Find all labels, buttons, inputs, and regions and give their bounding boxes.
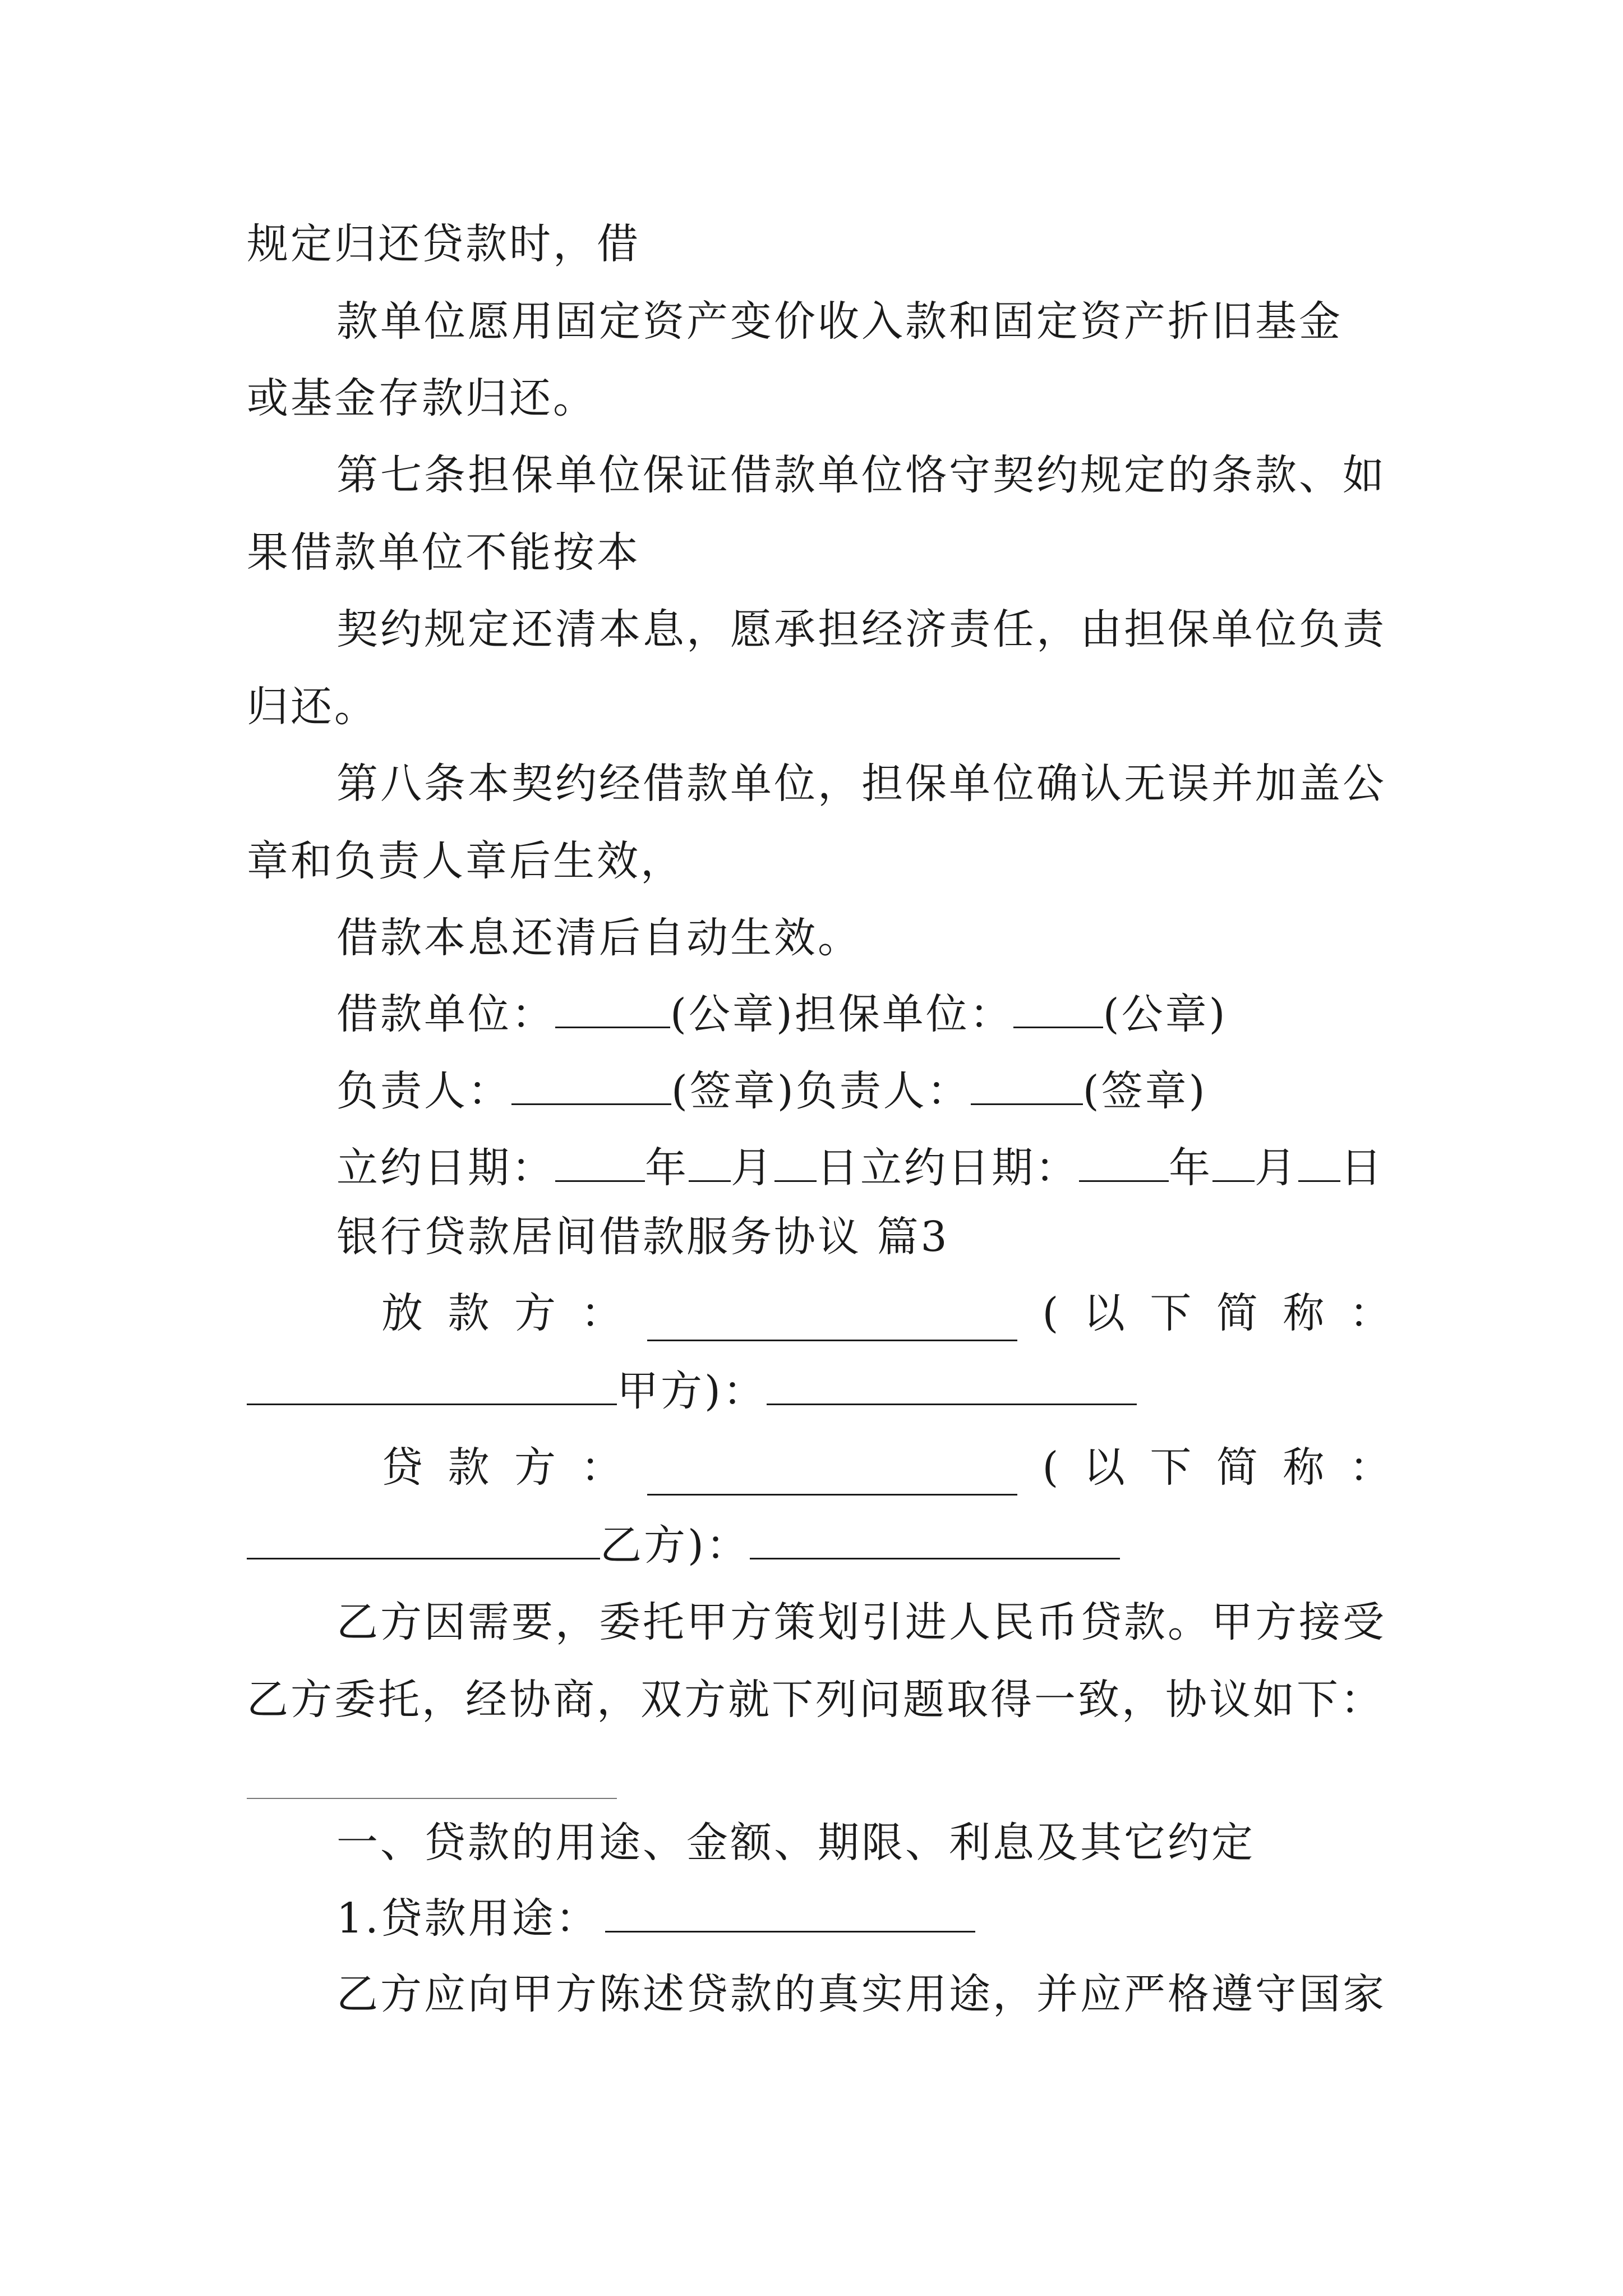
borrower-char: 方 bbox=[514, 1443, 556, 1492]
abbr-char: 下 bbox=[1150, 1289, 1192, 1337]
borrower-abbr-blank bbox=[247, 1517, 600, 1559]
date-label: 日立约日期： bbox=[817, 1144, 1079, 1192]
paragraph-line: 规定归还贷款时，借 bbox=[247, 220, 640, 268]
day-label: 日 bbox=[1340, 1144, 1384, 1192]
paragraph-line: 契约规定还清本息，愿承担经济责任，由担保单位负责 bbox=[336, 605, 1386, 654]
year-blank bbox=[555, 1140, 645, 1182]
paragraph-line: 果借款单位不能按本 bbox=[247, 528, 640, 577]
seal-label: (公章) bbox=[1103, 990, 1228, 1038]
day-blank bbox=[774, 1140, 817, 1182]
abbr-char: ( bbox=[1042, 1443, 1059, 1492]
signature-units-line bbox=[336, 986, 1391, 1042]
sign-label: (签章) bbox=[1082, 1067, 1207, 1115]
borrower-abbr-line bbox=[247, 1517, 1391, 1573]
abbr-char: 以 bbox=[1083, 1289, 1125, 1337]
paragraph-line: 乙方因需要，委托甲方策划引进人民币贷款。甲方接受 bbox=[336, 1598, 1386, 1646]
party-b-label: 乙方)： bbox=[600, 1521, 750, 1570]
borrower-char: 贷 bbox=[381, 1443, 423, 1492]
article-7-line: 第七条担保单位保证借款单位恪守契约规定的条款、如 bbox=[336, 451, 1386, 499]
paragraph-line: 章和负责人章后生效， bbox=[247, 837, 684, 885]
loan-purpose-line bbox=[336, 1890, 1391, 1947]
paragraph-line: 归还。 bbox=[247, 683, 378, 731]
abbr-char: 称 bbox=[1283, 1443, 1325, 1492]
paragraph-line: 款单位愿用固定资产变价收入款和固定资产折旧基金 bbox=[336, 297, 1343, 346]
abbr-char: ： bbox=[1349, 1443, 1391, 1492]
month-blank bbox=[689, 1140, 731, 1182]
paragraph-line: 借款本息还清后自动生效。 bbox=[336, 914, 861, 962]
abbr-char: 称 bbox=[1283, 1289, 1325, 1337]
section-title: 银行贷款居间借款服务协议 篇3 bbox=[336, 1213, 949, 1261]
lender-abbr-line bbox=[247, 1363, 1391, 1419]
party-b-blank bbox=[750, 1517, 1120, 1559]
lender-char: ： bbox=[580, 1289, 623, 1337]
signature-persons-line bbox=[336, 1063, 1391, 1119]
signature-dates-line bbox=[336, 1140, 1391, 1196]
borrower-unit-label: 借款单位： bbox=[336, 990, 555, 1038]
lender-line bbox=[381, 1285, 1391, 1341]
article-8-line: 第八条本契约经借款单位，担保单位确认无误并加盖公 bbox=[336, 760, 1386, 808]
year-label: 年 bbox=[1169, 1144, 1212, 1192]
party-a-label: 甲方)： bbox=[617, 1367, 767, 1415]
day-blank bbox=[1298, 1140, 1340, 1182]
year-blank bbox=[1079, 1140, 1169, 1182]
abbr-char: 简 bbox=[1216, 1289, 1258, 1337]
loan-purpose-blank bbox=[605, 1890, 975, 1932]
separator-rule bbox=[247, 1798, 617, 1799]
guarantor-unit-blank bbox=[1013, 986, 1103, 1028]
lender-char: 款 bbox=[448, 1289, 490, 1337]
year-label: 年 bbox=[645, 1144, 689, 1192]
person-label: 负责人： bbox=[336, 1067, 511, 1115]
date-label: 立约日期： bbox=[336, 1144, 555, 1192]
lender-char: 放 bbox=[381, 1289, 423, 1337]
month-label: 月 bbox=[1255, 1144, 1298, 1192]
clause-heading: 一、贷款的用途、金额、期限、利息及其它约定 bbox=[336, 1819, 1255, 1867]
person-blank bbox=[511, 1063, 671, 1105]
loan-purpose-label: 1.贷款用途： bbox=[336, 1894, 600, 1943]
lender-name-blank bbox=[647, 1299, 1017, 1341]
abbr-char: ： bbox=[1349, 1289, 1391, 1337]
month-label: 月 bbox=[731, 1144, 774, 1192]
lender-abbr-blank bbox=[247, 1363, 617, 1405]
seal-label: (公章) bbox=[670, 990, 795, 1038]
abbr-char: 下 bbox=[1150, 1443, 1192, 1492]
borrower-char: 款 bbox=[448, 1443, 490, 1492]
borrower-line bbox=[381, 1439, 1391, 1496]
paragraph-line: 乙方委托，经协商，双方就下列问题取得一致，协议如下： bbox=[247, 1676, 1384, 1724]
paragraph-line: 乙方应向甲方陈述贷款的真实用途，并应严格遵守国家 bbox=[336, 1970, 1386, 2018]
guarantor-unit-label: 担保单位： bbox=[794, 990, 1013, 1038]
borrower-unit-blank bbox=[555, 986, 670, 1028]
borrower-name-blank bbox=[647, 1453, 1017, 1496]
person-label: 负责人： bbox=[795, 1067, 971, 1115]
party-a-blank bbox=[767, 1363, 1137, 1405]
abbr-char: 以 bbox=[1083, 1443, 1125, 1492]
abbr-char: ( bbox=[1042, 1289, 1059, 1337]
abbr-char: 简 bbox=[1216, 1443, 1258, 1492]
paragraph-line: 或基金存款归还。 bbox=[247, 374, 597, 422]
person-blank bbox=[971, 1063, 1083, 1105]
borrower-char: ： bbox=[580, 1443, 623, 1492]
sign-label: (签章) bbox=[671, 1067, 796, 1115]
month-blank bbox=[1212, 1140, 1255, 1182]
lender-char: 方 bbox=[514, 1289, 556, 1337]
